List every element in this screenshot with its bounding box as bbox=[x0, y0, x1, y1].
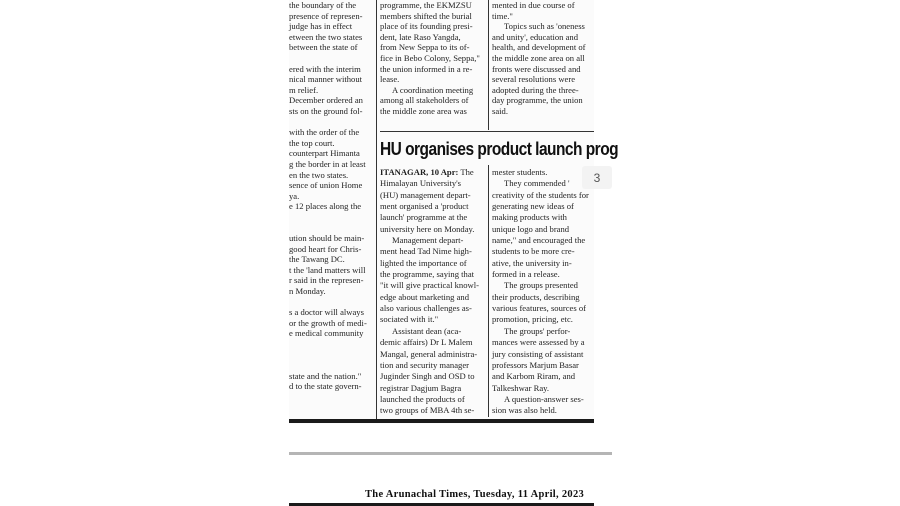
left-column-line: e medical community bbox=[289, 328, 364, 339]
article-line: demic affairs) Dr L Malem bbox=[380, 337, 473, 348]
middle-column-line: programme, the EKMZSU bbox=[380, 0, 472, 10]
article-line: ative, the university in- bbox=[492, 257, 572, 268]
left-column-line bbox=[289, 117, 373, 128]
left-column-line bbox=[289, 360, 373, 371]
left-column-line: December ordered an bbox=[289, 95, 363, 106]
left-column-line: presence of represen- bbox=[289, 10, 363, 21]
page-number-badge[interactable]: 3 bbox=[582, 166, 612, 189]
article-line: "it will give practical knowl- bbox=[380, 280, 479, 291]
column-divider-left bbox=[376, 0, 377, 420]
left-column-line: d to the state govern- bbox=[289, 381, 362, 392]
left-column-line: g the border in at least bbox=[289, 158, 366, 169]
article-line: students to be more cre- bbox=[492, 246, 575, 257]
column-divider-right bbox=[488, 0, 489, 130]
middle-column-line: fice in Bebo Colony, Seppa," bbox=[380, 52, 480, 63]
article-line: Himalayan University's bbox=[380, 178, 462, 189]
right-column-line: fronts were discussed and bbox=[492, 63, 581, 74]
right-column-line: Topics such as 'oneness bbox=[504, 21, 585, 32]
right-column-line: the middle zone area on all bbox=[492, 52, 585, 63]
article-line: (HU) management depart- bbox=[380, 189, 471, 200]
article-line: Assistant dean (aca- bbox=[392, 325, 462, 336]
article-line: ment head Tad Nime high- bbox=[380, 246, 472, 257]
article-column-divider bbox=[488, 165, 489, 417]
article-line: generating new ideas of bbox=[492, 201, 574, 212]
article-line: their products, describing bbox=[492, 291, 580, 302]
article-bottom-rule bbox=[289, 419, 594, 423]
article-line: Management depart- bbox=[392, 235, 464, 246]
left-column-text bbox=[289, 0, 373, 392]
page-separator bbox=[289, 452, 612, 455]
left-column-line: s a doctor will always bbox=[289, 307, 364, 318]
middle-column-line: A coordination meeting bbox=[392, 84, 474, 95]
left-column-line: or the growth of medi- bbox=[289, 317, 367, 328]
article-line: creativity of the students for bbox=[492, 189, 589, 200]
newspaper-clipping bbox=[289, 0, 619, 424]
article-line: the programme, saying that bbox=[380, 269, 475, 280]
article-line: ment organised a 'product bbox=[380, 201, 469, 212]
article-line: also various challenges as- bbox=[380, 303, 472, 314]
left-column-line bbox=[289, 212, 373, 223]
article-line: Juginder Singh and OSD to bbox=[380, 371, 475, 382]
article-line: formed in a release. bbox=[492, 269, 560, 280]
middle-column-line: the middle zone area was bbox=[380, 105, 467, 116]
article-line: Mangal, general administra- bbox=[380, 348, 478, 359]
middle-column-top-text bbox=[380, 0, 484, 117]
left-column-line: m relief. bbox=[289, 84, 319, 95]
article-line bbox=[380, 167, 479, 178]
right-column-line: time." bbox=[492, 10, 513, 21]
article-line: name," and encouraged the bbox=[492, 235, 586, 246]
article-line: The groups presented bbox=[504, 280, 578, 291]
middle-column-line: members shifted the burial bbox=[380, 10, 472, 21]
article-line: two groups of MBA 4th se- bbox=[380, 405, 475, 416]
right-column-line: mented in due course of bbox=[492, 0, 575, 10]
middle-column-line: from New Seppa to its of- bbox=[380, 42, 470, 53]
middle-column-line: dent, late Raso Yangda, bbox=[380, 31, 461, 42]
left-column-line: counterpart Himanta bbox=[289, 148, 360, 159]
article-right-column bbox=[492, 167, 589, 417]
article-line: tion and security manager bbox=[380, 359, 470, 370]
article-line: mances were assessed by a bbox=[492, 337, 585, 348]
right-column-top-text bbox=[492, 0, 594, 117]
left-column-line bbox=[289, 222, 373, 233]
article-middle-column bbox=[380, 167, 479, 417]
article-line: jury consisting of assistant bbox=[492, 348, 584, 359]
article-line: registrar Dagjum Bagra bbox=[380, 382, 462, 393]
left-column-line: with the order of the bbox=[289, 127, 360, 138]
article-line: A question-answer ses- bbox=[504, 393, 584, 404]
left-column-line: etween the two states bbox=[289, 31, 363, 42]
left-column-line: the Tawang DC. bbox=[289, 254, 345, 265]
left-column-line: e 12 places along the bbox=[289, 201, 362, 212]
middle-column-line: place of its founding presi- bbox=[380, 21, 473, 32]
article-line: launch' programme at the bbox=[380, 212, 468, 223]
article-line: sociated with it." bbox=[380, 314, 439, 325]
article-line: sion was also held. bbox=[492, 405, 557, 416]
article-line: mester students. bbox=[492, 167, 548, 177]
left-column-line: ya. bbox=[289, 190, 300, 201]
article-headline: HU organises product launch prog bbox=[380, 139, 619, 159]
left-column-line: the boundary of the bbox=[289, 0, 357, 10]
headline-top-rule bbox=[380, 131, 594, 132]
left-column-line bbox=[289, 53, 373, 64]
left-column-line: judge has in effect bbox=[289, 21, 353, 32]
right-column-line: said. bbox=[492, 105, 508, 116]
left-column-line: en the two states. bbox=[289, 169, 349, 180]
left-column-line: sts on the ground fol- bbox=[289, 105, 363, 116]
article-line: professors Marjum Basar bbox=[492, 359, 579, 370]
left-column-line: ution should be main- bbox=[289, 233, 365, 244]
right-column-line: and unity', education and bbox=[492, 31, 579, 42]
left-column-line: ered with the interim bbox=[289, 63, 361, 74]
left-column-line: nical manner without bbox=[289, 74, 363, 85]
article-line: launched the products of bbox=[380, 393, 465, 404]
newspaper-footer: The Arunachal Times, Tuesday, 11 April, 2023 bbox=[365, 489, 585, 500]
left-column-line bbox=[289, 339, 373, 350]
left-column-line: sence of union Home bbox=[289, 180, 363, 191]
article-line: The groups' perfor- bbox=[504, 325, 571, 336]
left-column-line: t the 'land matters will bbox=[289, 264, 366, 275]
article-line: Talkeshwar Ray. bbox=[492, 382, 550, 393]
article-line: lighted the importance of bbox=[380, 257, 467, 268]
right-column-line: health, and development of bbox=[492, 42, 586, 53]
left-column-line: the top court. bbox=[289, 137, 335, 148]
article-line: and Karbom Riram, and bbox=[492, 371, 576, 382]
middle-column-line: lease. bbox=[380, 74, 400, 85]
left-column-line: good heart for Chris- bbox=[289, 243, 362, 254]
right-column-line: day programme, the union bbox=[492, 95, 583, 106]
left-column-line: n Monday. bbox=[289, 286, 326, 297]
article-line: university here on Monday. bbox=[380, 223, 475, 234]
left-column-line bbox=[289, 297, 373, 308]
left-column-line: state and the nation." bbox=[289, 370, 362, 381]
article-dateline: ITANAGAR, 10 Apr: bbox=[380, 167, 459, 177]
article-line: unique logo and brand bbox=[492, 223, 570, 234]
article-line: promotion, pricing, etc. bbox=[492, 314, 573, 325]
left-column-line: r said in the represen- bbox=[289, 275, 364, 286]
article-line: various features, sources of bbox=[492, 303, 587, 314]
left-column-line: between the state of bbox=[289, 42, 358, 53]
article-line: making products with bbox=[492, 212, 567, 223]
right-column-line: adopted during the three- bbox=[492, 84, 579, 95]
article-line: edge about marketing and bbox=[380, 291, 470, 302]
middle-column-line: the union informed in a re- bbox=[380, 63, 473, 74]
left-column-line bbox=[289, 350, 373, 361]
middle-column-line: among all stakeholders of bbox=[380, 95, 469, 106]
article-line-text: The bbox=[458, 167, 474, 177]
right-column-line: several resolutions were bbox=[492, 74, 576, 85]
article-line: They commended ' bbox=[504, 178, 570, 189]
